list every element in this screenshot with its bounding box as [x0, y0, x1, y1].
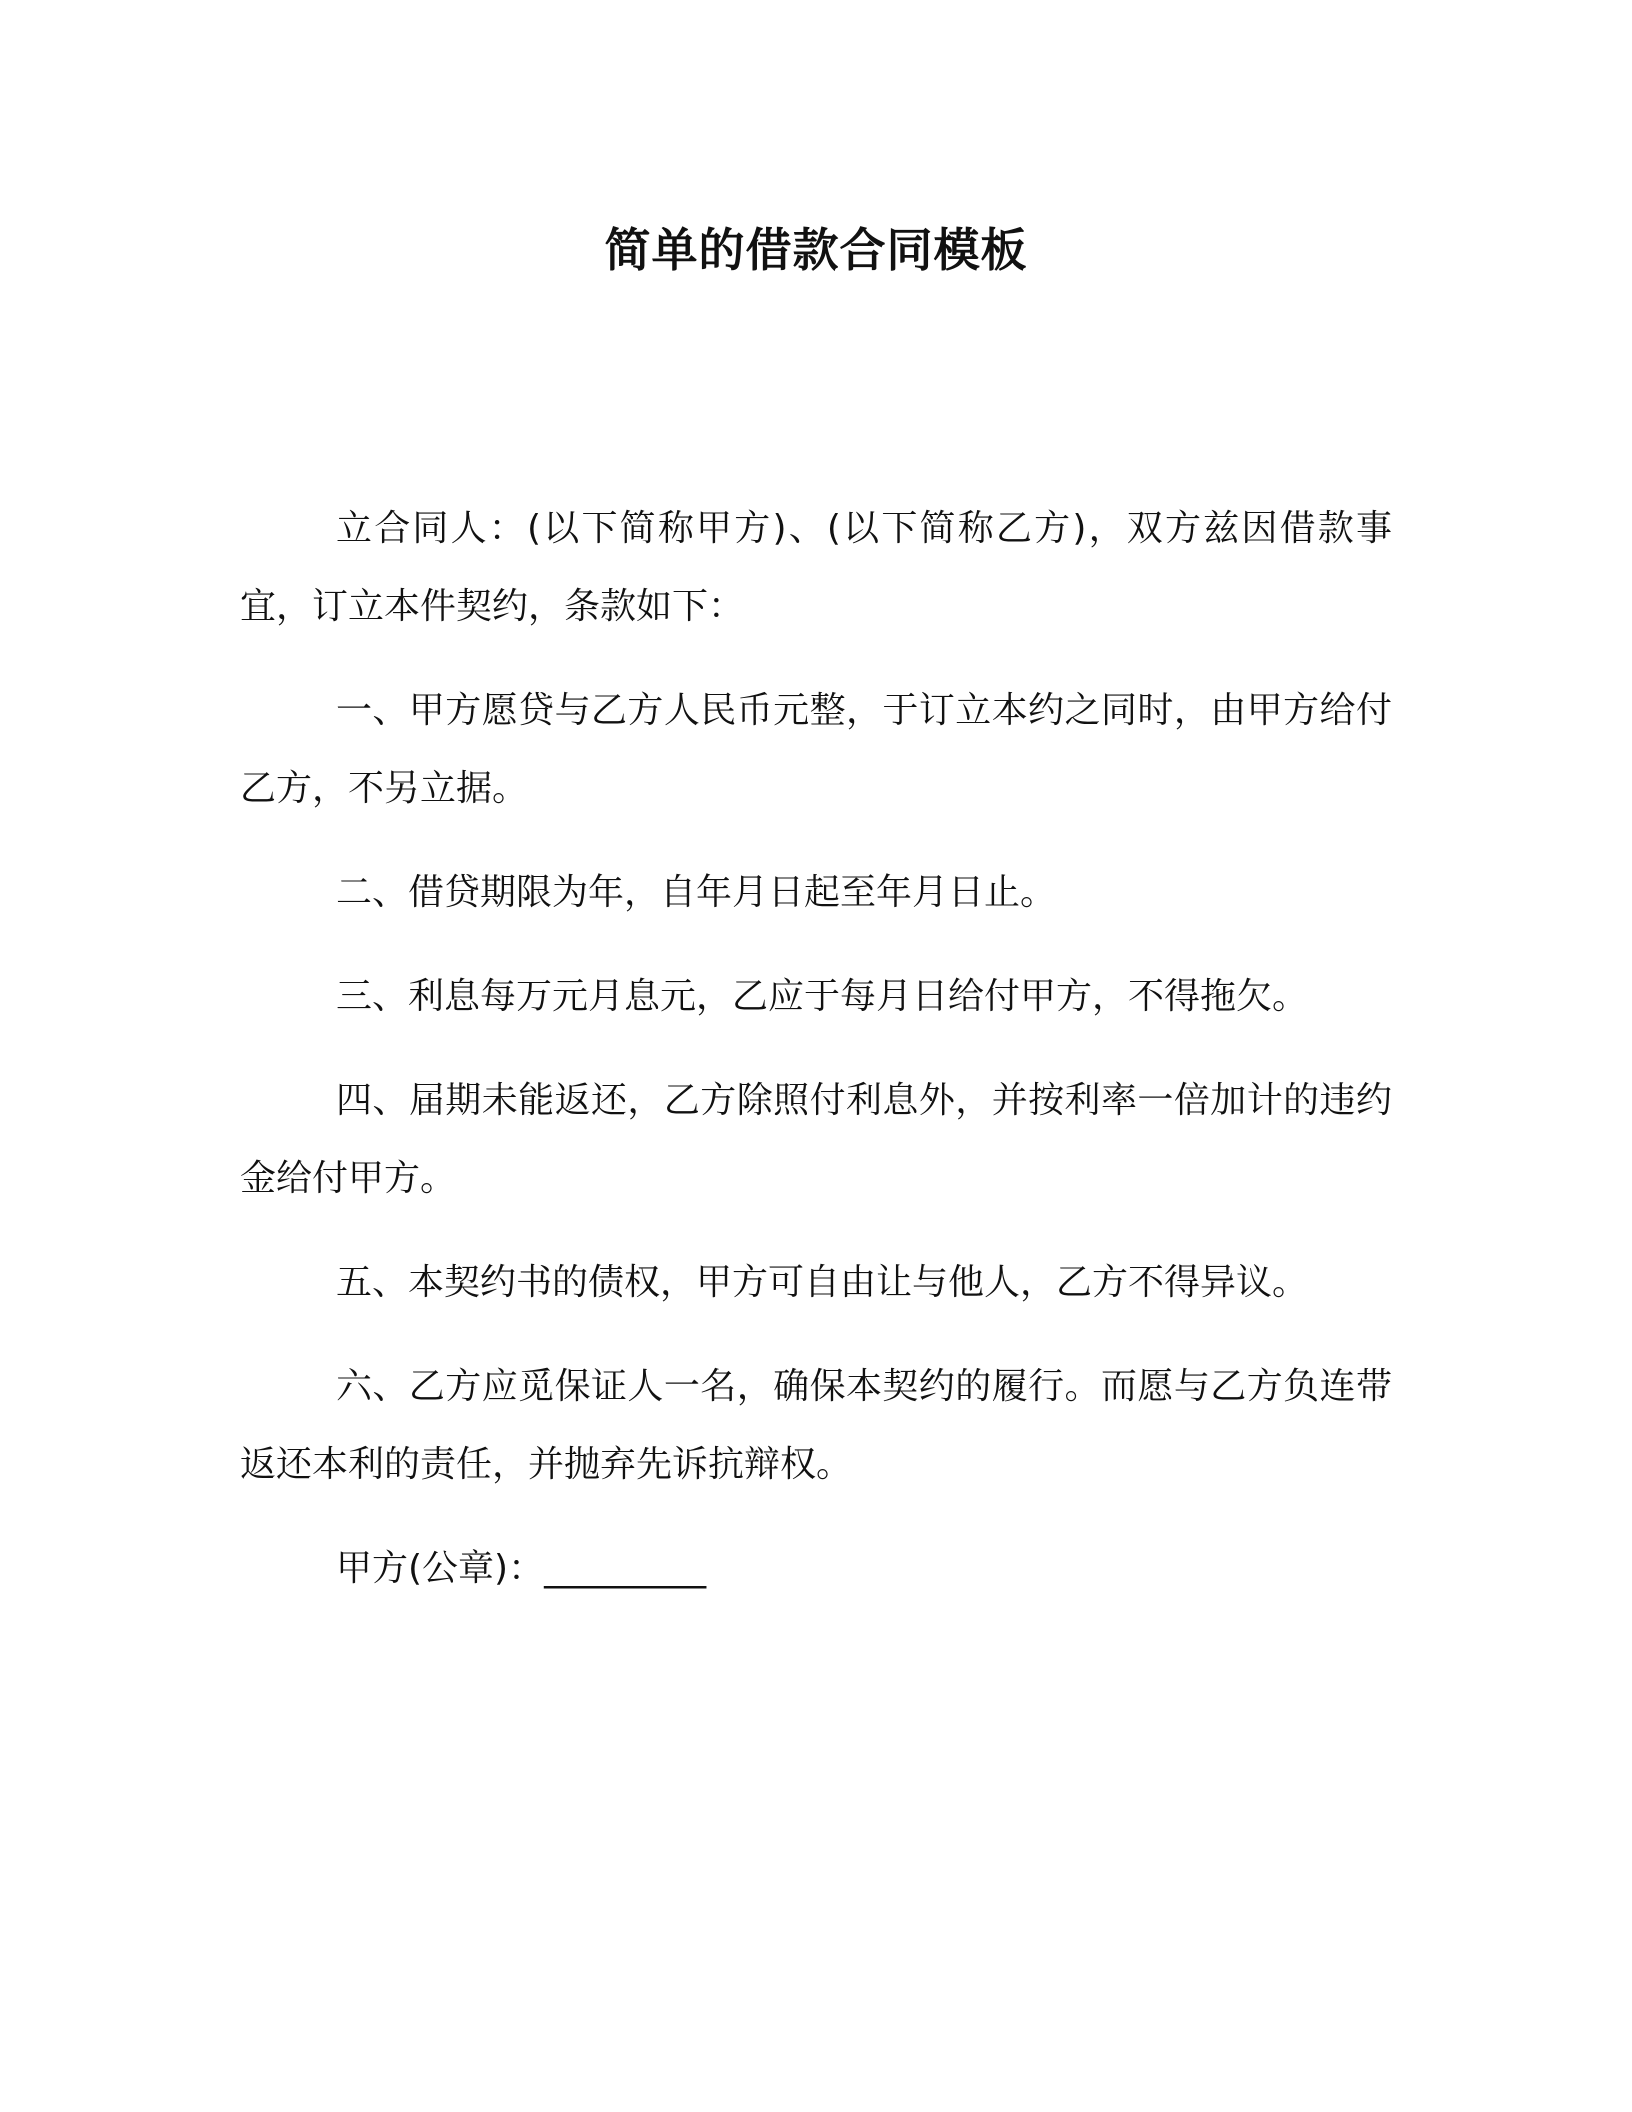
- party-a-signature-line: 甲方(公章)：_________: [336, 1548, 707, 1589]
- clause-5-assignment: 五、本契约书的债权，甲方可自由让与他人，乙方不得异议。: [336, 1262, 1309, 1303]
- paragraph-parties: 立合同人：(以下简称甲方)、(以下简称乙方)，双方兹因借款事宜，订立本件契约，条款如下：: [240, 508, 1392, 627]
- clause-4-penalty: 四、届期未能返还，乙方除照付利息外，并按利率一倍加计的违约金给付甲方。: [240, 1080, 1392, 1199]
- clause-3-interest: 三、利息每万元月息元，乙应于每月日给付甲方，不得拖欠。: [336, 976, 1309, 1017]
- clause-6-guarantor: 六、乙方应觅保证人一名，确保本契约的履行。而愿与乙方负连带返还本利的责任，并抛弃先诉抗辩权。: [240, 1366, 1392, 1485]
- clause-1-loan-amount: 一、甲方愿贷与乙方人民币元整，于订立本约之同时，由甲方给付乙方，不另立据。: [240, 690, 1392, 809]
- contract-body: [240, 490, 1392, 1608]
- clause-2-loan-term: 二、借贷期限为年，自年月日起至年月日止。: [336, 872, 1057, 913]
- page-title: 简单的借款合同模板: [604, 223, 1028, 277]
